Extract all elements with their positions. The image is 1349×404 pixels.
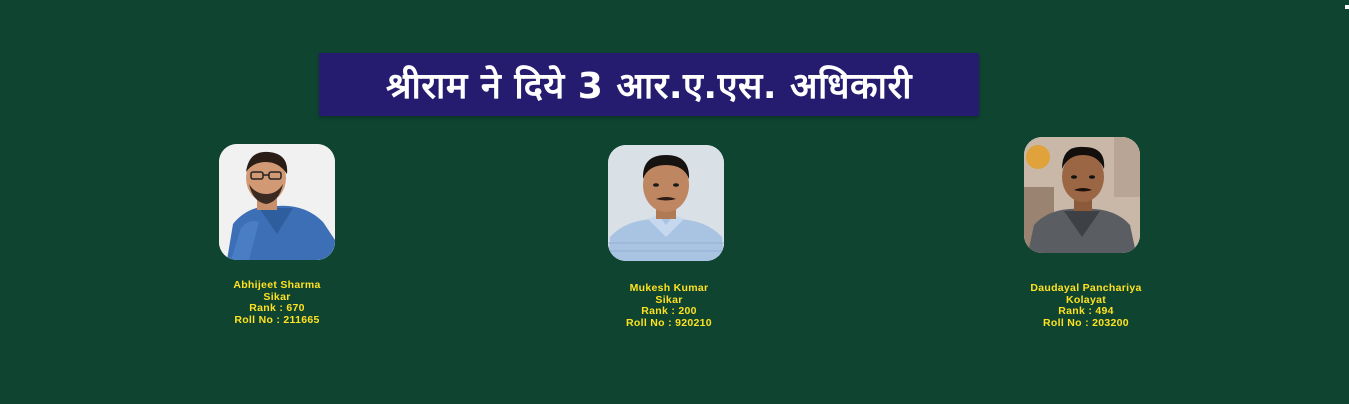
officer-roll-no: Roll No : 203200 — [1043, 316, 1129, 329]
officer-rank: Rank : 200 — [641, 305, 697, 317]
officer-place: Sikar — [263, 290, 291, 303]
officer-card-2 — [569, 283, 769, 329]
officer-place: Kolayat — [1065, 293, 1107, 306]
officer-card-1 — [177, 280, 377, 326]
corner-marker — [1345, 5, 1349, 9]
officer-name: Daudayal Panchariya — [1030, 282, 1142, 294]
banner-title: श्रीराम ने दिये 3 आर.ए.एस. अधिकारी — [385, 66, 913, 107]
officer-name: Mukesh Kumar — [629, 282, 709, 294]
officer-photo-1 — [219, 144, 335, 260]
officer-roll-no: Roll No : 211665 — [234, 313, 320, 326]
officer-photo-3 — [1024, 137, 1140, 253]
officer-name: Abhijeet Sharma — [233, 279, 321, 291]
officer-rank: Rank : 670 — [249, 302, 305, 314]
officer-card-3 — [986, 283, 1186, 329]
officer-rank: Rank : 494 — [1058, 305, 1114, 317]
title-banner — [319, 53, 979, 116]
officer-place: Sikar — [655, 293, 683, 306]
officer-photo-2 — [608, 145, 724, 261]
officer-roll-no: Roll No : 920210 — [626, 316, 712, 329]
